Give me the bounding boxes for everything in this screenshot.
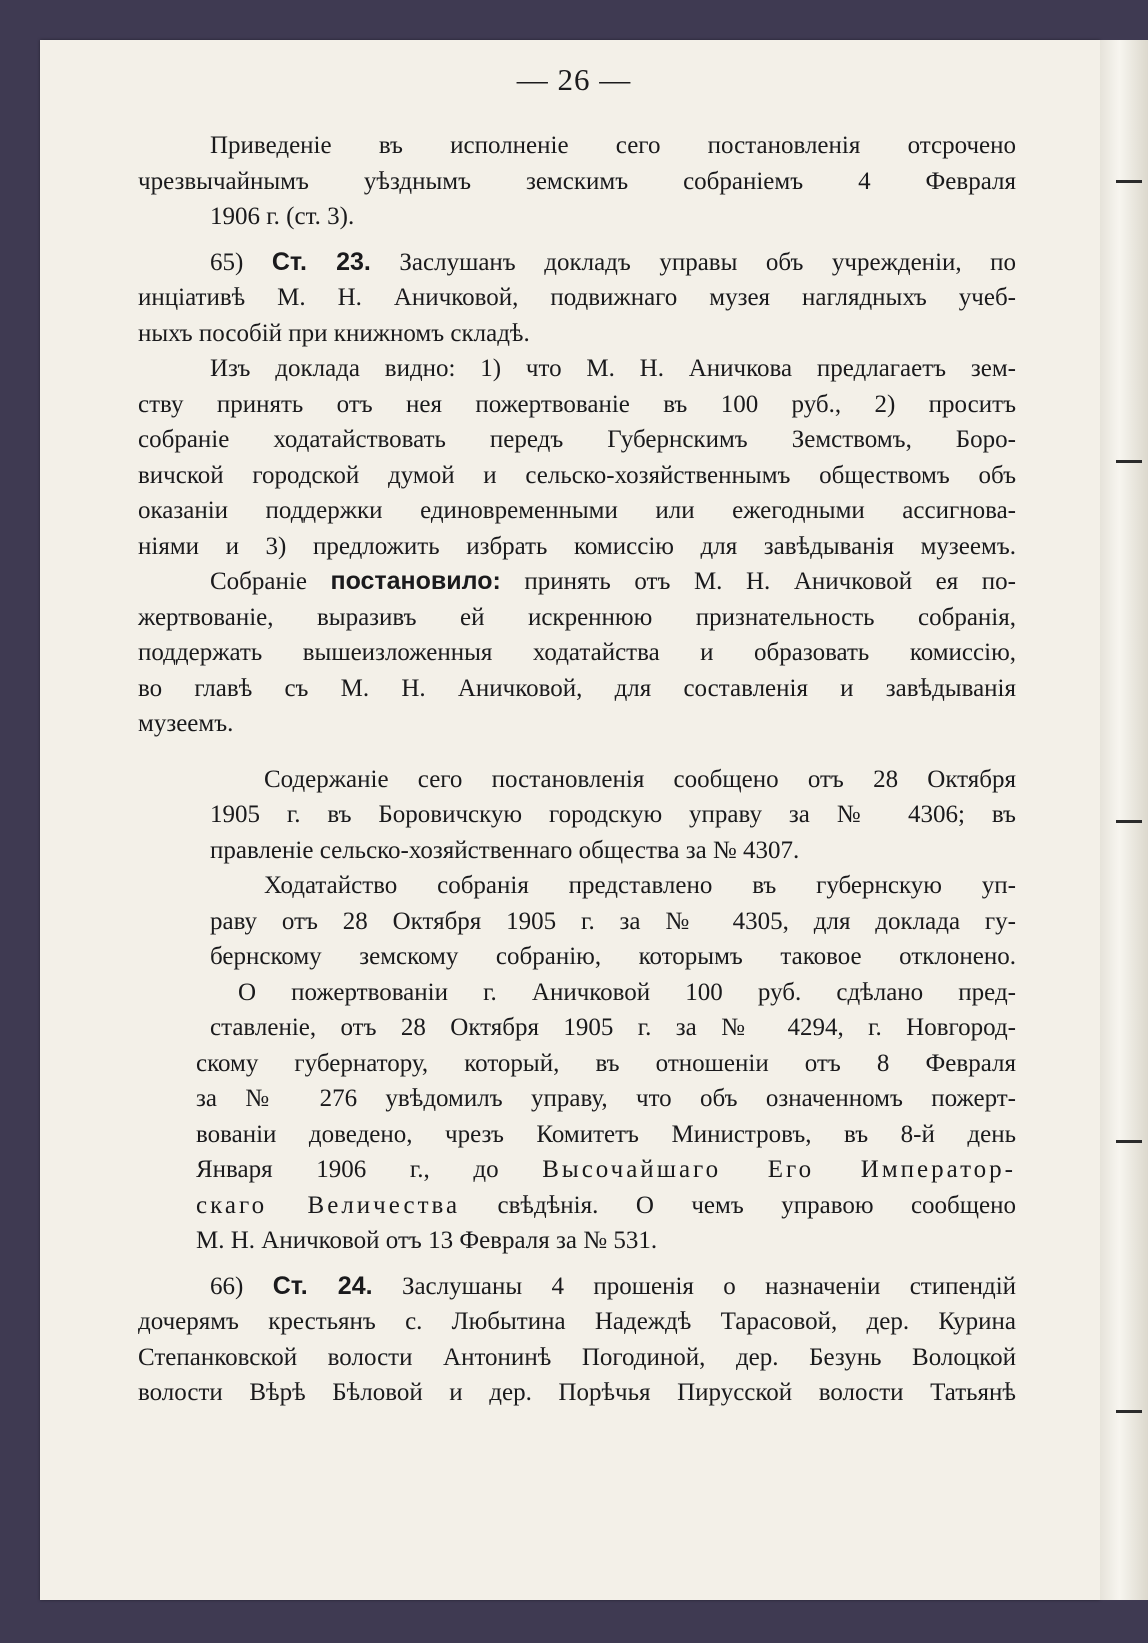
text-fragment: Заслушанъ докладъ управы объ учрежденіи, по <box>399 248 1017 276</box>
text-line: ству принять отъ нея пожертвованіе въ 100 руб., 2) проситъ <box>138 390 1016 418</box>
text-fragment: свѣдѣнія. О чемъ управою сообщено <box>497 1191 1017 1219</box>
text-line <box>138 564 1016 600</box>
paragraph <box>138 975 1016 1259</box>
paragraph <box>138 128 1016 235</box>
text-line <box>138 1188 1016 1224</box>
text-line: поддержать вышеизложенныя ходатайства и образовать комиссію, <box>138 639 1016 666</box>
item-number: 65) <box>210 248 244 276</box>
text-line: собраніе ходатайствовать передъ Губернскимъ Земствомъ, Боро- <box>138 426 1016 453</box>
text-line: О пожертвованіи г. Аничковой 100 руб. сдѣлано пред- <box>238 978 1016 1006</box>
text-fragment: Заслушаны 4 прошенія о назначеніи стипендій <box>401 1272 1017 1300</box>
text-line: Приведеніе въ исполненіе сего постановленія отсрочено <box>210 132 1016 159</box>
document-body <box>138 128 1016 1411</box>
article-ref: Ст. 24. <box>272 1271 373 1300</box>
binding-mark <box>1116 180 1142 183</box>
text-line: ніями и 3) предложить избрать комиссію для завѣдыванія музеемъ. <box>138 532 1016 560</box>
resolution-keyword: постановило: <box>330 567 501 595</box>
paragraph <box>138 868 1016 975</box>
binding-mark <box>1116 460 1142 463</box>
text-line: бернскому земскому собранію, которымъ таковое отклонено. <box>210 943 1016 970</box>
text-line <box>138 1269 1016 1305</box>
text-line: дочерямъ крестьянъ с. Любытина Надеждѣ Тарасовой, дер. Курина <box>138 1308 1016 1335</box>
binding-mark <box>1116 1410 1142 1413</box>
paragraph-resolution <box>138 564 1016 742</box>
text-line: музеемъ. <box>138 710 234 737</box>
item-number: 66) <box>210 1272 244 1300</box>
spaced-title: скаго Величества <box>196 1191 461 1219</box>
paragraph <box>138 762 1016 869</box>
page-number: — 26 — <box>516 62 632 97</box>
text-line: во главѣ съ М. Н. Аничковой, для составленія и завѣдыванія <box>138 674 1016 702</box>
text-fragment: Января 1906 г., до <box>196 1156 499 1183</box>
text-line <box>138 1152 1016 1188</box>
paragraph-item-65 <box>138 245 1016 352</box>
text-line: инціативѣ М. Н. Аничковой, подвижнаго музея наглядныхъ учеб- <box>138 284 1016 311</box>
text-fragment: Собраніе <box>210 568 307 595</box>
text-line: вованіи доведено, чрезъ Комитетъ Министровъ, въ 8-й день <box>196 1120 1016 1148</box>
text-line: за № 276 увѣдомилъ управу, что объ означенномъ пожерт- <box>196 1085 1016 1112</box>
text-line: М. Н. Аничковой отъ 13 Февраля за № 531. <box>196 1227 658 1254</box>
text-line: оказаніи поддержки единовременными или ежегодными ассигнова- <box>138 497 1016 524</box>
paragraph <box>138 351 1016 564</box>
text-line: правленіе сельско-хозяйственнаго общества за № 4307. <box>210 836 800 864</box>
text-fragment: принять отъ М. Н. Аничковой ея по- <box>524 568 1016 595</box>
spaced-title: Высочайшаго Его Император- <box>542 1156 1017 1183</box>
page-edge <box>1100 40 1148 1600</box>
text-line: Степанковской волости Антонинѣ Погодиной, дер. Безунь Волоцкой <box>138 1343 1016 1371</box>
text-line <box>138 245 1016 281</box>
text-line: волости Вѣрѣ Бѣловой и дер. Порѣчья Пирусской волости Татьянѣ <box>138 1379 1016 1406</box>
text-line: Изъ доклада видно: 1) что М. Н. Аничкова предлагаетъ зем- <box>210 355 1016 382</box>
text-line: Ходатайство собранія представлено въ губернскую уп- <box>264 872 1016 899</box>
text-line: чрезвычайнымъ уѣзднымъ земскимъ собраніемъ 4 Февраля <box>138 167 1016 195</box>
text-line: ныхъ пособій при книжномъ складѣ. <box>138 319 530 347</box>
text-line: жертвованіе, выразивъ ей искреннюю признательность собранія, <box>138 603 1016 631</box>
text-line: раву отъ 28 Октября 1905 г. за № 4305, для доклада гу- <box>210 907 1016 935</box>
text-line: 1906 г. (ст. 3). <box>210 203 355 230</box>
binding-mark <box>1116 820 1142 823</box>
article-ref: Ст. 23. <box>271 247 371 276</box>
text-line: Содержаніе сего постановленія сообщено отъ 28 Октября <box>264 765 1016 793</box>
text-line: скому губернатору, который, въ отношеніи отъ 8 Февраля <box>196 1049 1016 1077</box>
paragraph-item-66 <box>138 1269 1016 1411</box>
binding-mark <box>1116 1140 1142 1143</box>
text-line: 1905 г. въ Боровичскую городскую управу за № 4306; въ <box>210 801 1016 828</box>
text-line: вичской городской думой и сельско-хозяйственнымъ обществомъ объ <box>138 461 1016 489</box>
text-line: ставленіе, отъ 28 Октября 1905 г. за № 4294, г. Новгород- <box>210 1014 1016 1041</box>
